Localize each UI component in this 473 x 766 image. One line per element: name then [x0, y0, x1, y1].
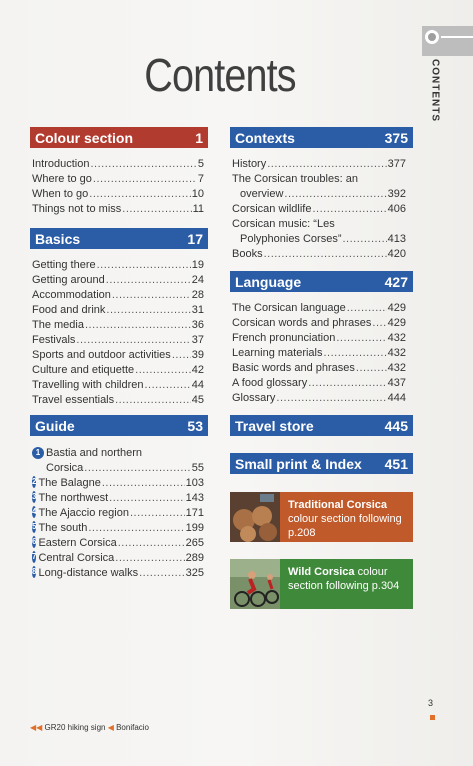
- basics-label: Basics: [35, 230, 81, 247]
- toc-entry[interactable]: Festivals ..... 37: [32, 333, 204, 348]
- toc-entry[interactable]: Accommodation ..... 28: [32, 288, 204, 303]
- chapter-number-icon: 8: [32, 567, 37, 576]
- travel-store-page: 445: [384, 417, 408, 434]
- colour-entries: [32, 157, 204, 217]
- guide-label: Guide: [35, 417, 75, 434]
- guide-header[interactable]: [30, 415, 208, 436]
- page-number: 3: [428, 698, 434, 708]
- language-entries: [232, 301, 406, 406]
- toc-entry[interactable]: The Corsican language ..... 429: [232, 301, 406, 316]
- caption-item: Bonifacio: [116, 723, 150, 732]
- toc-entry-multiline[interactable]: 1 Bastia and northern Corsica ..... 55: [32, 446, 204, 476]
- toc-entry[interactable]: Getting around ..... 24: [32, 273, 204, 288]
- page-title: Contents: [144, 49, 296, 101]
- travel-store-header[interactable]: [230, 415, 413, 436]
- toc-entry[interactable]: Where to go ..... 7: [32, 172, 204, 187]
- toc-entry[interactable]: 8 Long-distance walks ..... 325: [32, 566, 204, 581]
- language-page: 427: [384, 273, 408, 290]
- language-label: Language: [235, 273, 302, 290]
- toc-entry[interactable]: 7 Central Corsica ..... 289: [32, 551, 204, 566]
- photo-caption: [30, 723, 149, 732]
- cyclists-photo: [230, 559, 280, 609]
- language-header[interactable]: [230, 271, 413, 292]
- promo-wild-corsica[interactable]: [230, 559, 413, 609]
- toc-entry-multiline[interactable]: Corsican music: “Les Polyphonies Corses” ..... 413: [232, 217, 406, 247]
- toc-entry[interactable]: Sports and outdoor activities ..... 39: [32, 348, 204, 363]
- side-label: [425, 60, 445, 130]
- small-print-page: 451: [384, 455, 408, 472]
- toc-entry[interactable]: 2 The Balagne ..... 103: [32, 476, 204, 491]
- chapter-number-icon: 3: [32, 492, 37, 501]
- chapter-number-icon: 6: [32, 537, 37, 546]
- chapter-number-icon: 7: [32, 552, 37, 561]
- chapter-number-icon: 1: [32, 447, 44, 459]
- left-arrow-icon: ◀: [107, 723, 114, 732]
- toc-entry[interactable]: When to go ..... 10: [32, 187, 204, 202]
- chapter-number-icon: 2: [32, 477, 37, 486]
- toc-entry[interactable]: Corsican wildlife ..... 406: [232, 202, 406, 217]
- basics-header[interactable]: [30, 228, 208, 249]
- small-print-label: Small print & Index: [235, 455, 362, 472]
- contexts-header[interactable]: [230, 127, 413, 148]
- toc-entry[interactable]: 4 The Ajaccio region ..... 171: [32, 506, 204, 521]
- toc-entry[interactable]: Corsican words and phrases ..... 429: [232, 316, 406, 331]
- promo-text: Traditional Corsica colour section following p.208: [280, 492, 413, 542]
- travel-store-label: Travel store: [235, 417, 314, 434]
- food-photo: [230, 492, 280, 542]
- toc-entry[interactable]: Glossary ..... 444: [232, 391, 406, 406]
- toc-entry[interactable]: Learning materials ..... 432: [232, 346, 406, 361]
- toc-entry-multiline[interactable]: The Corsican troubles: an overview ..... 392: [232, 172, 406, 202]
- toc-entry[interactable]: Getting there ..... 19: [32, 258, 204, 273]
- toc-entry[interactable]: Things not to miss ..... 11: [32, 202, 204, 217]
- basics-entries: [32, 258, 204, 408]
- contexts-entries: [232, 157, 406, 262]
- contexts-page: 375: [384, 129, 408, 146]
- toc-entry[interactable]: A food glossary ..... 437: [232, 376, 406, 391]
- colour-section-page: 1: [195, 129, 203, 146]
- toc-entry[interactable]: Books ..... 420: [232, 247, 406, 262]
- caption-item: GR20 hiking sign: [44, 723, 106, 732]
- decorative-graphic: [350, 40, 410, 120]
- colour-section-label: Colour section: [35, 129, 134, 146]
- circle-icon: [425, 30, 439, 44]
- basics-page: 17: [187, 230, 203, 247]
- toc-entry[interactable]: 3 The northwest ..... 143: [32, 491, 204, 506]
- toc-entry[interactable]: Food and drink ..... 31: [32, 303, 204, 318]
- toc-entry[interactable]: The media ..... 36: [32, 318, 204, 333]
- side-tab-text: CONTENTS: [429, 59, 441, 122]
- page-marker: [430, 715, 435, 720]
- toc-entry[interactable]: 5 The south ..... 199: [32, 521, 204, 536]
- promo-text: Wild Corsica colour section following p.304: [280, 559, 413, 609]
- colour-section-header[interactable]: [30, 127, 208, 148]
- toc-entry[interactable]: Basic words and phrases ..... 432: [232, 361, 406, 376]
- promo-traditional-corsica[interactable]: [230, 492, 413, 542]
- toc-entry[interactable]: 6 Eastern Corsica ..... 265: [32, 536, 204, 551]
- tab-line: [441, 36, 473, 38]
- guide-page: 53: [187, 417, 203, 434]
- guide-entries: [32, 446, 204, 581]
- toc-entry[interactable]: Travelling with children ..... 44: [32, 378, 204, 393]
- toc-entry[interactable]: Culture and etiquette ..... 42: [32, 363, 204, 378]
- double-left-arrow-icon: ◀◀: [30, 723, 43, 732]
- toc-entry[interactable]: History ..... 377: [232, 157, 406, 172]
- toc-entry[interactable]: Introduction ..... 5: [32, 157, 204, 172]
- toc-entry[interactable]: Travel essentials ..... 45: [32, 393, 204, 408]
- chapter-number-icon: 4: [32, 507, 37, 516]
- contexts-label: Contexts: [235, 129, 295, 146]
- toc-entry[interactable]: French pronunciation ..... 432: [232, 331, 406, 346]
- chapter-number-icon: 5: [32, 522, 37, 531]
- small-print-header[interactable]: [230, 453, 413, 474]
